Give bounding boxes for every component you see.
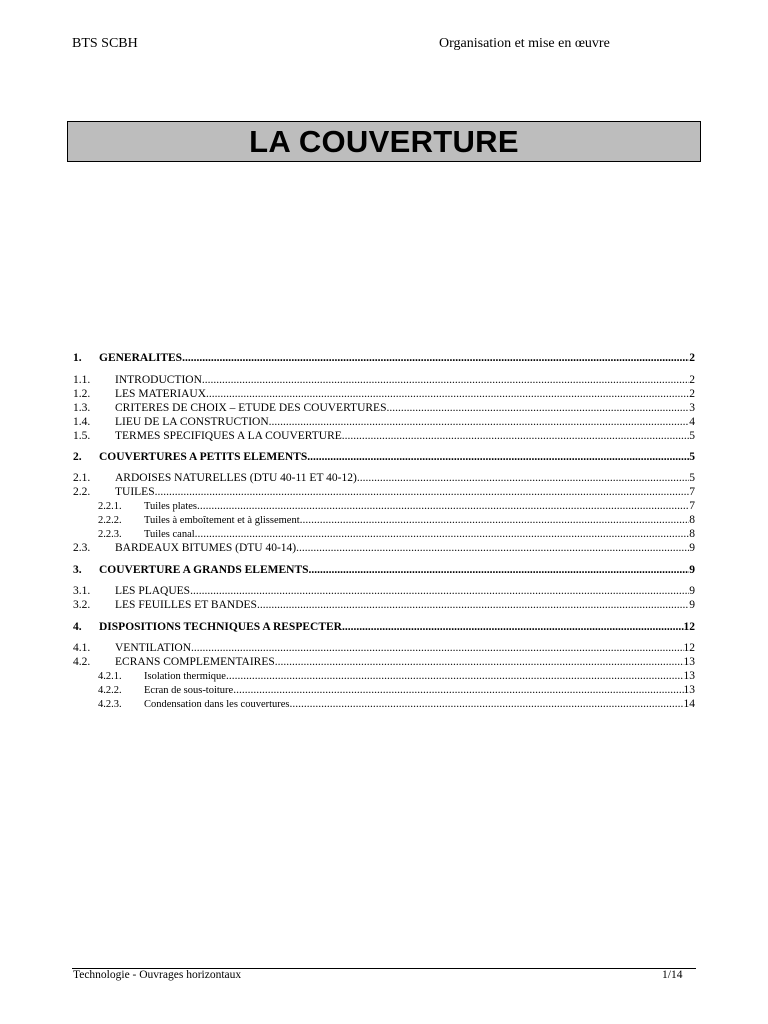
toc-entry[interactable] bbox=[73, 564, 695, 577]
toc-entry[interactable] bbox=[73, 472, 695, 485]
toc-label: TERMES SPECIFIQUES A LA COUVERTURE bbox=[115, 430, 342, 442]
toc-number: 3.1. bbox=[73, 585, 91, 597]
toc-label: CRITERES DE CHOIX – ETUDE DES COUVERTURES bbox=[115, 402, 387, 414]
toc-label: Tuiles plates bbox=[144, 501, 197, 512]
toc-number: 1.4. bbox=[73, 416, 91, 428]
footer-left: Technologie - Ouvrages horizontaux bbox=[73, 969, 242, 981]
toc-leader-dots bbox=[342, 430, 689, 443]
toc-label: LES FEUILLES ET BANDES bbox=[115, 599, 257, 611]
toc-number: 4. bbox=[73, 621, 82, 633]
toc-page-number: 9 bbox=[689, 585, 695, 597]
toc-page-number: 3 bbox=[689, 402, 695, 414]
toc-entry[interactable] bbox=[73, 451, 695, 464]
toc-entry[interactable] bbox=[73, 374, 695, 387]
toc-page-number: 12 bbox=[683, 621, 695, 633]
toc-entry[interactable] bbox=[73, 656, 695, 669]
toc-page-number: 7 bbox=[689, 500, 695, 512]
toc-page-number: 12 bbox=[683, 642, 695, 654]
toc-leader-dots bbox=[202, 374, 689, 387]
toc-leader-dots bbox=[307, 451, 689, 464]
toc-leader-dots bbox=[269, 416, 690, 429]
toc-entry[interactable] bbox=[73, 599, 695, 612]
toc-entry[interactable] bbox=[73, 542, 695, 555]
toc-leader-dots bbox=[226, 670, 684, 683]
toc-leader-dots bbox=[357, 472, 689, 485]
toc-entry[interactable] bbox=[73, 402, 695, 415]
toc-leader-dots bbox=[197, 500, 689, 513]
toc-number: 3.2. bbox=[73, 599, 91, 611]
toc-label: ARDOISES NATURELLES (DTU 40-11 ET 40-12) bbox=[115, 472, 357, 484]
toc-leader-dots bbox=[233, 684, 683, 697]
toc-leader-dots bbox=[300, 514, 690, 527]
toc-entry[interactable] bbox=[73, 416, 695, 429]
toc-number: 1.2. bbox=[73, 388, 91, 400]
toc-number: 1. bbox=[73, 352, 82, 364]
toc-page-number: 14 bbox=[683, 698, 695, 710]
toc-label: TUILES bbox=[115, 486, 155, 498]
toc-leader-dots bbox=[190, 585, 689, 598]
toc-entry[interactable] bbox=[73, 500, 695, 513]
toc-entry[interactable] bbox=[73, 388, 695, 401]
toc-label: LES MATERIAUX bbox=[115, 388, 207, 400]
toc-page-number: 7 bbox=[689, 486, 695, 498]
toc-number: 4.1. bbox=[73, 642, 91, 654]
toc-page-number: 5 bbox=[689, 430, 695, 442]
toc-leader-dots bbox=[195, 528, 690, 541]
toc-entry[interactable] bbox=[73, 698, 695, 711]
toc-label: VENTILATION bbox=[115, 642, 192, 654]
toc-leader-dots bbox=[386, 402, 689, 415]
header-right: Organisation et mise en œuvre bbox=[439, 36, 610, 51]
toc-entry[interactable] bbox=[73, 352, 695, 365]
toc-page-number: 8 bbox=[689, 514, 695, 526]
toc-leader-dots bbox=[206, 388, 689, 401]
toc-page-number: 8 bbox=[689, 528, 695, 540]
toc-page-number: 4 bbox=[689, 416, 695, 428]
toc-entry[interactable] bbox=[73, 430, 695, 443]
toc-entry[interactable] bbox=[73, 621, 695, 634]
toc-label: LES PLAQUES bbox=[115, 585, 191, 597]
title-box bbox=[67, 121, 701, 162]
toc-number: 1.5. bbox=[73, 430, 91, 442]
toc-label: COUVERTURE A GRANDS ELEMENTS bbox=[99, 564, 309, 576]
toc-leader-dots bbox=[290, 698, 684, 711]
toc-page-number: 13 bbox=[683, 670, 695, 682]
toc-number: 2. bbox=[73, 451, 82, 463]
toc-number: 3. bbox=[73, 564, 82, 576]
toc-page-number: 2 bbox=[689, 352, 695, 364]
toc-label: DISPOSITIONS TECHNIQUES A RESPECTER bbox=[99, 621, 342, 633]
toc-number: 1.1. bbox=[73, 374, 91, 386]
toc-number: 1.3. bbox=[73, 402, 91, 414]
toc-entry[interactable] bbox=[73, 486, 695, 499]
toc-leader-dots bbox=[155, 486, 690, 499]
toc-page-number: 9 bbox=[689, 542, 695, 554]
toc-number: 2.2.1. bbox=[98, 501, 122, 512]
toc-leader-dots bbox=[257, 599, 689, 612]
toc-label: BARDEAUX BITUMES (DTU 40-14) bbox=[115, 542, 297, 554]
toc-leader-dots bbox=[296, 542, 689, 555]
toc-page-number: 5 bbox=[689, 472, 695, 484]
toc-label: Isolation thermique bbox=[144, 671, 226, 682]
toc-entry[interactable] bbox=[73, 585, 695, 598]
toc-label: GENERALITES bbox=[99, 352, 183, 364]
toc-leader-dots bbox=[191, 642, 683, 655]
toc-number: 2.2. bbox=[73, 486, 91, 498]
page-number: 1/14 bbox=[662, 969, 683, 981]
toc-number: 4.2.3. bbox=[98, 699, 122, 710]
toc-leader-dots bbox=[275, 656, 684, 669]
toc-label: Tuiles à emboîtement et à glissement bbox=[144, 515, 300, 526]
toc-label: LIEU DE LA CONSTRUCTION bbox=[115, 416, 269, 428]
toc-leader-dots bbox=[309, 564, 690, 577]
toc-number: 4.2.1. bbox=[98, 671, 122, 682]
toc-page-number: 9 bbox=[689, 599, 695, 611]
toc-leader-dots bbox=[182, 352, 689, 365]
toc-entry[interactable] bbox=[73, 670, 695, 683]
toc-page-number: 5 bbox=[689, 451, 695, 463]
toc-entry[interactable] bbox=[73, 642, 695, 655]
toc-number: 4.2. bbox=[73, 656, 91, 668]
toc-page-number: 13 bbox=[683, 656, 695, 668]
toc-leader-dots bbox=[342, 621, 684, 634]
header-left: BTS SCBH bbox=[72, 36, 138, 51]
toc-page-number: 2 bbox=[689, 374, 695, 386]
toc-label: Tuiles canal bbox=[144, 529, 195, 540]
toc-page-number: 2 bbox=[689, 388, 695, 400]
toc-entry[interactable] bbox=[73, 684, 695, 697]
toc-entry[interactable] bbox=[73, 528, 695, 541]
toc-label: Condensation dans les couvertures bbox=[144, 699, 290, 710]
toc-label: COUVERTURES A PETITS ELEMENTS bbox=[99, 451, 308, 463]
page-title: LA COUVERTURE bbox=[249, 123, 519, 159]
toc-number: 2.3. bbox=[73, 542, 91, 554]
toc-number: 4.2.2. bbox=[98, 685, 122, 696]
toc-page-number: 9 bbox=[689, 564, 695, 576]
toc-entry[interactable] bbox=[73, 514, 695, 527]
toc-page-number: 13 bbox=[683, 684, 695, 696]
toc-number: 2.2.2. bbox=[98, 515, 122, 526]
toc-label: INTRODUCTION bbox=[115, 374, 202, 386]
toc-label: Ecran de sous-toiture bbox=[144, 685, 234, 696]
toc-number: 2.1. bbox=[73, 472, 91, 484]
toc-number: 2.2.3. bbox=[98, 529, 122, 540]
toc-label: ECRANS COMPLEMENTAIRES bbox=[115, 656, 275, 668]
